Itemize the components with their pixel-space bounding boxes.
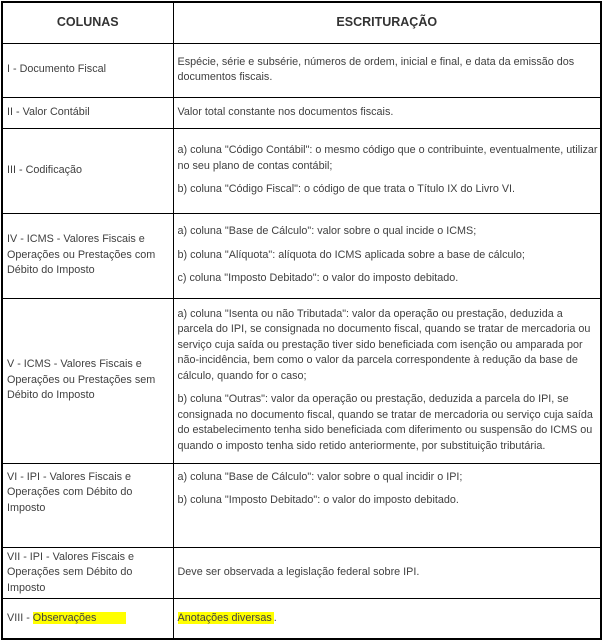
cell-paragraph: IV - ICMS - Valores Fiscais e Operações ou Prestações com Débito do Imposto <box>7 233 156 277</box>
cell-paragraph: a) coluna "Código Contábil": o mesmo código que o contribuinte, eventualmente, utilizar no seu plano de contas contábil; <box>177 144 598 172</box>
highlighted-text: Anotações diversas <box>177 611 272 624</box>
cell-paragraph: a) coluna "Isenta ou não Tributada": valor da operação ou prestação, deduzida a parcela do IPI, se consignada no documento fiscal, quando se tratar de mercadoria ou serviço cuja saída ou prestação tiver sido beneficiada com isenção ou amparada por não-incidência, bem como o valor da parcela correspondente à redução da base de cálculo, quando for o caso; <box>177 307 591 382</box>
escrituracao-cell <box>173 547 601 599</box>
table-row <box>2 97 601 128</box>
cell-paragraph: Anotações diversas . <box>177 611 277 624</box>
table-row <box>2 463 601 547</box>
escrituracao-table <box>1 1 602 640</box>
colunas-cell <box>2 128 173 213</box>
escrituracao-cell <box>173 463 601 547</box>
colunas-cell <box>2 213 173 298</box>
colunas-cell <box>2 97 173 128</box>
cell-paragraph: Deve ser observada a legislação federal sobre IPI. <box>177 566 420 578</box>
escrituracao-cell <box>173 97 601 128</box>
cell-paragraph: II - Valor Contábil <box>7 105 90 118</box>
escrituracao-cell <box>173 43 601 97</box>
escrituracao-cell <box>173 298 601 463</box>
cell-paragraph: a) coluna "Base de Cálculo": valor sobre o qual incidir o IPI; <box>177 470 463 483</box>
colunas-cell <box>2 298 173 463</box>
cell-paragraph: III - Codificação <box>7 163 83 176</box>
escrituracao-cell <box>173 213 601 298</box>
table-row <box>2 128 601 213</box>
cell-paragraph: Valor total constante nos documentos fiscais. <box>177 105 394 118</box>
cell-paragraph: Espécie, série e subsérie, números de ordem, inicial e final, e data da emissão dos documentos fiscais. <box>177 55 575 83</box>
column-header-escrituracao: ESCRITURAÇÃO <box>173 2 601 43</box>
cell-paragraph: VII - IPI - Valores Fiscais e Operações sem Débito do Imposto <box>7 550 134 594</box>
column-header-colunas: COLUNAS <box>2 2 173 43</box>
cell-paragraph: I - Documento Fiscal <box>7 63 107 76</box>
colunas-cell <box>2 599 173 639</box>
table-row <box>2 599 601 639</box>
cell-paragraph: a) coluna "Base de Cálculo": valor sobre o qual incide o ICMS; <box>177 225 477 238</box>
colunas-cell <box>2 547 173 599</box>
highlighted-text: Observações <box>33 612 127 624</box>
escrituracao-cell <box>173 599 601 639</box>
table-header-row <box>2 2 601 43</box>
table-row <box>2 213 601 298</box>
cell-paragraph: VI - IPI - Valores Fiscais e Operações com Débito do Imposto <box>7 470 133 514</box>
cell-paragraph: VIII - Observações <box>7 611 172 627</box>
cell-paragraph: b) coluna "Alíquota": alíquota do ICMS aplicada sobre a base de cálculo; <box>177 248 525 261</box>
table-row <box>2 43 601 97</box>
cell-paragraph: b) coluna "Outras": valor da operação ou prestação, deduzida a parcela do IPI, se consignada no documento fiscal, quando se tratar de mercadoria ou serviço cuja saída do estabelecimento tenha sido beneficiada com diferimento ou suspensão do ICMS ou quando o imposto tenha sido retido anteriormente, por substituição tributária. <box>177 393 593 452</box>
cell-paragraph: b) coluna "Imposto Debitado": o valor do imposto debitado. <box>177 494 459 506</box>
cell-paragraph: c) coluna "Imposto Debitado": o valor do imposto debitado. <box>177 272 459 285</box>
escrituracao-cell <box>173 128 601 213</box>
cell-paragraph: V - ICMS - Valores Fiscais e Operações ou Prestações sem Débito do Imposto <box>7 358 156 402</box>
colunas-cell <box>2 463 173 547</box>
table-row <box>2 298 601 463</box>
colunas-cell <box>2 43 173 97</box>
cell-paragraph: b) coluna "Código Fiscal": o código de que trata o Título IX do Livro VI. <box>177 183 516 196</box>
table-row <box>2 547 601 599</box>
